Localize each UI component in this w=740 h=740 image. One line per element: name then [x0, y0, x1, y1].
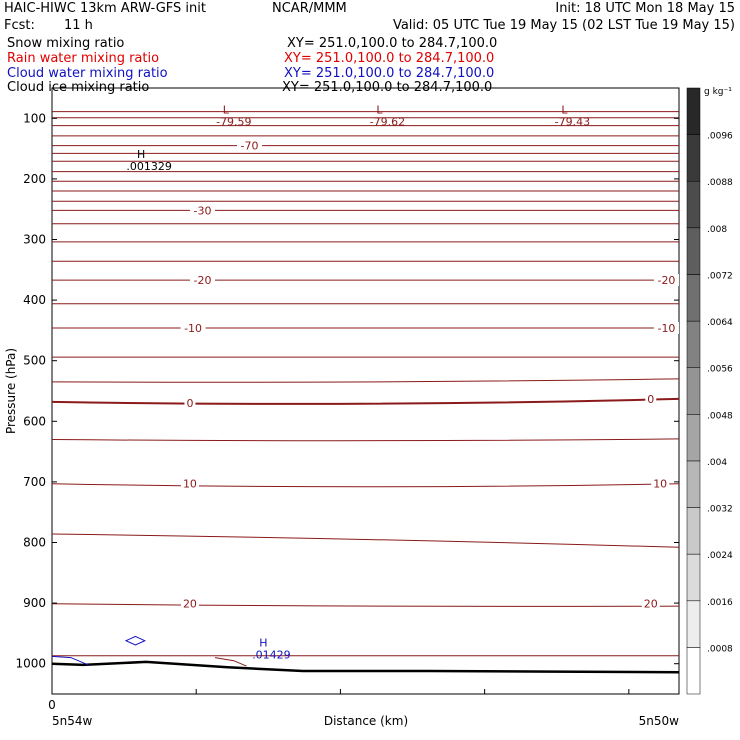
contour-label: 20 [643, 597, 658, 611]
contour-label: 0 [647, 392, 655, 406]
contour-label: 10 [653, 477, 668, 491]
x-start-label: 5n54w [52, 714, 93, 728]
extremum-symbol: L [222, 103, 229, 117]
colorbar-swatch [687, 368, 700, 415]
valid-time: Valid: 05 UTC Tue 19 May 15 (02 LST Tue 19 May 15) [392, 18, 735, 33]
y-tick-label: 1000 [15, 656, 46, 671]
colorbar-swatch [687, 181, 700, 228]
y-tick-label: 600 [23, 414, 46, 429]
extremum-value: -79.62 [369, 115, 406, 129]
colorbar-tick-label: .008 [707, 224, 728, 235]
colorbar-tick-label: .0088 [707, 178, 733, 189]
extremum-value: -79.43 [554, 115, 591, 129]
init-time: Init: 18 UTC Mon 18 May 15 [555, 1, 735, 16]
field-name-cloud-ice: Cloud ice mixing ratio [7, 80, 150, 95]
field-xy-rain: XY= 251.0,100.0 to 284.7,100.0 [284, 51, 495, 66]
y-axis [15, 111, 679, 670]
contour-label: 0 [186, 397, 194, 411]
plot-frame [52, 88, 679, 694]
y-tick-label: 100 [23, 111, 46, 126]
colorbar-tick-label: .004 [707, 457, 728, 468]
y-tick-label: 300 [23, 232, 46, 247]
contour-label: -20 [193, 274, 212, 288]
colorbar-swatch [687, 88, 700, 135]
x-origin-label: 0 [48, 698, 56, 712]
isotherm-line [52, 484, 679, 487]
extremum-value: .01429 [252, 648, 291, 662]
contour-label: -10 [657, 321, 676, 335]
extremum-value: -79.59 [216, 115, 252, 129]
contour-label: -70 [240, 139, 259, 153]
colorbar-tick-label: .0016 [707, 597, 733, 608]
colorbar-tick-label: .0056 [707, 364, 733, 375]
contour-label: -10 [184, 321, 203, 335]
forecast-hours: 11 h [64, 18, 93, 33]
y-tick-label: 400 [23, 293, 46, 308]
colorbar-tick-label: .0072 [707, 271, 733, 282]
colorbar-tick-label: .0008 [707, 644, 733, 655]
y-tick-label: 500 [23, 353, 46, 368]
contour-label: 20 [182, 597, 197, 611]
field-xy-snow: XY= 251.0,100.0 to 284.7,100.0 [287, 36, 498, 51]
extremum-value: .001329 [126, 159, 172, 173]
colorbar-unit: g kg⁻¹ [704, 87, 732, 97]
model-title: HAIC-HIWC 13km ARW-GFS init [4, 1, 206, 16]
terrain-surface [52, 662, 679, 672]
colorbar-tick-label: .0048 [707, 411, 733, 422]
x-end-label: 5n50w [638, 714, 679, 728]
colorbar-swatch [687, 554, 700, 601]
colorbar-swatch [687, 414, 700, 461]
isotherm-line [52, 399, 679, 404]
contour-label: -20 [657, 274, 676, 288]
colorbar-tick-label: .0024 [707, 551, 733, 562]
colorbar-swatch [687, 321, 700, 368]
colorbar-swatch [687, 647, 700, 694]
colorbar-tick-label: .0064 [707, 318, 733, 329]
temperature-contours [52, 112, 679, 656]
colorbar-swatch [687, 228, 700, 275]
isotherm-line [52, 439, 679, 441]
field-xy-cloud-ice: XY= 251.0,100.0 to 284.7,100.0 [282, 80, 493, 95]
colorbar-swatch [687, 135, 700, 182]
extremum-symbol: H [259, 636, 268, 650]
field-xy-cloud-water: XY= 251.0,100.0 to 284.7,100.0 [284, 66, 495, 81]
y-tick-label: 200 [23, 171, 46, 186]
contour-label: 10 [182, 477, 197, 491]
y-tick-label: 700 [23, 474, 46, 489]
colorbar-swatch [687, 508, 700, 555]
colorbar-tick-label: .0032 [707, 504, 733, 515]
colorbar-tick-label: .0096 [707, 131, 733, 142]
isotherm-line [52, 379, 679, 382]
colorbar-swatch [687, 275, 700, 322]
isotherm-fragment [215, 658, 246, 667]
extremum-symbol: L [376, 103, 383, 117]
y-tick-label: 800 [23, 535, 46, 550]
contour-label: -30 [193, 204, 212, 218]
field-name-cloud-water: Cloud water mixing ratio [7, 66, 168, 81]
colorbar [687, 88, 733, 694]
x-axis [52, 689, 629, 694]
field-name-rain: Rain water mixing ratio [7, 51, 160, 66]
extremum-symbol: L [561, 103, 568, 117]
cloud-water-contour [126, 636, 145, 645]
colorbar-swatch [687, 461, 700, 508]
field-name-snow: Snow mixing ratio [7, 36, 125, 51]
y-axis-label: Pressure (hPa) [4, 347, 18, 435]
terrain-group [52, 636, 679, 672]
colorbar-swatch [687, 601, 700, 648]
center-name: NCAR/MMM [272, 1, 347, 16]
isotherm-line [52, 604, 679, 607]
isotherm-line [52, 534, 679, 547]
extremum-symbol: H [137, 147, 146, 161]
x-axis-label: Distance (km) [323, 714, 409, 728]
forecast-label: Fcst: [4, 18, 35, 33]
y-tick-label: 900 [23, 596, 46, 611]
